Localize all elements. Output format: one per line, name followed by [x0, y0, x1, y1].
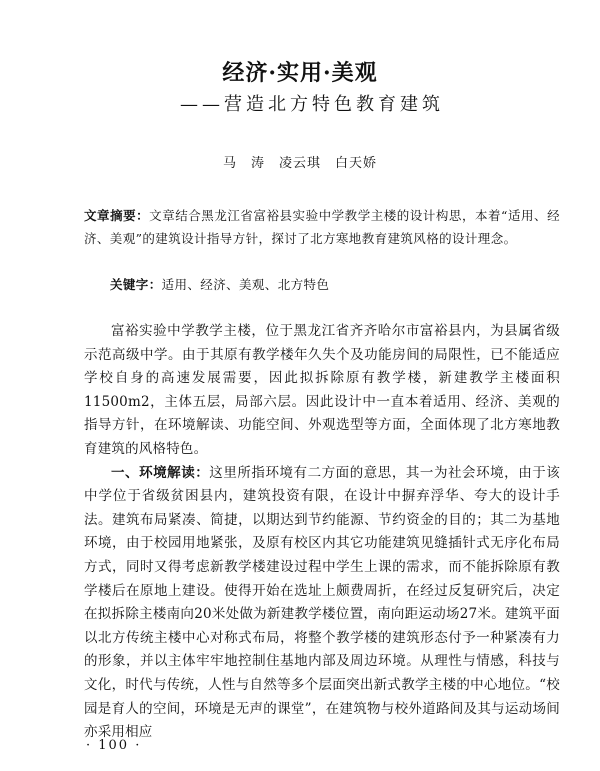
article-body	[84, 320, 560, 745]
intro-paragraph: 富裕实验中学教学主楼，位于黑龙江省齐齐哈尔市富裕县内，为县属省级示范高级中学。由于其原有教学楼年久失个及功能房间的局限性，已不能适应学校自身的高速发展需要，因此拟拆除原有教学楼，新建教学主楼面积11500m2，主体五层，局部六层。因此设计中一直本着适用、经济、美观的指导方针，在环境解读、功能空间、外观选型等方面，全面体现了北方寒地教育建筑的风格特色。	[84, 323, 560, 457]
keywords-label: 关键字：	[110, 277, 162, 292]
article-title: 经济·实用·美观	[222, 60, 378, 86]
abstract	[84, 204, 560, 250]
section1-paragraph	[84, 462, 560, 745]
abstract-label: 文章摘要：	[84, 208, 150, 223]
abstract-text: 文章结合黑龙江省富裕县实验中学教学主楼的设计构思，本着“适用、经济、美观”的建筑设计指导方针，探讨了北方寒地教育建筑风格的设计理念。	[84, 208, 560, 246]
page-number: · 100 ·	[86, 738, 142, 753]
keywords	[110, 273, 560, 296]
section1-heading: 一、环境解读：	[111, 464, 210, 481]
article-subtitle: ——营造北方特色教育建筑	[180, 94, 444, 115]
section1-text: 这里所指环境有二方面的意思，其一为社会环境，由于该中学位于省级贫困县内，建筑投资有限，在设计中摒弃浮华、夸大的设计手法。建筑布局紧凑、简捷，以期达到节约能源、节约资金的目的；其二为基地环境，由于校园用地紧张，及原有校区内其它功能建筑见缝插针式无序化布局方式，同时又得考虑新教学楼建设过程中学生上课的需求，而不能拆除原有教学楼后在原地上建设。使得开始在选址上颇费周折，在经过反复研究后，决定在拟拆除主楼南向20米处做为新建教学楼位置，南向距运动场27米。建筑平面以北方传统主楼中心对称式布局，将整个教学楼的建筑形态付予一种紧凑有力的形象，并以主体牢牢地控制住基地内部及周边环境。从理性与情感，科技与文化，时代与传统，人性与自然等多个层面突出新式教学主楼的中心地位。“校园是育人的空间，环境是无声的课堂”，在建筑物与校外道路间及其与运动场间亦采用相应	[84, 464, 560, 741]
keywords-text: 适用、经济、美观、北方特色	[161, 277, 330, 292]
author-list: 马 涛 凌云琪 白天娇	[222, 156, 377, 171]
